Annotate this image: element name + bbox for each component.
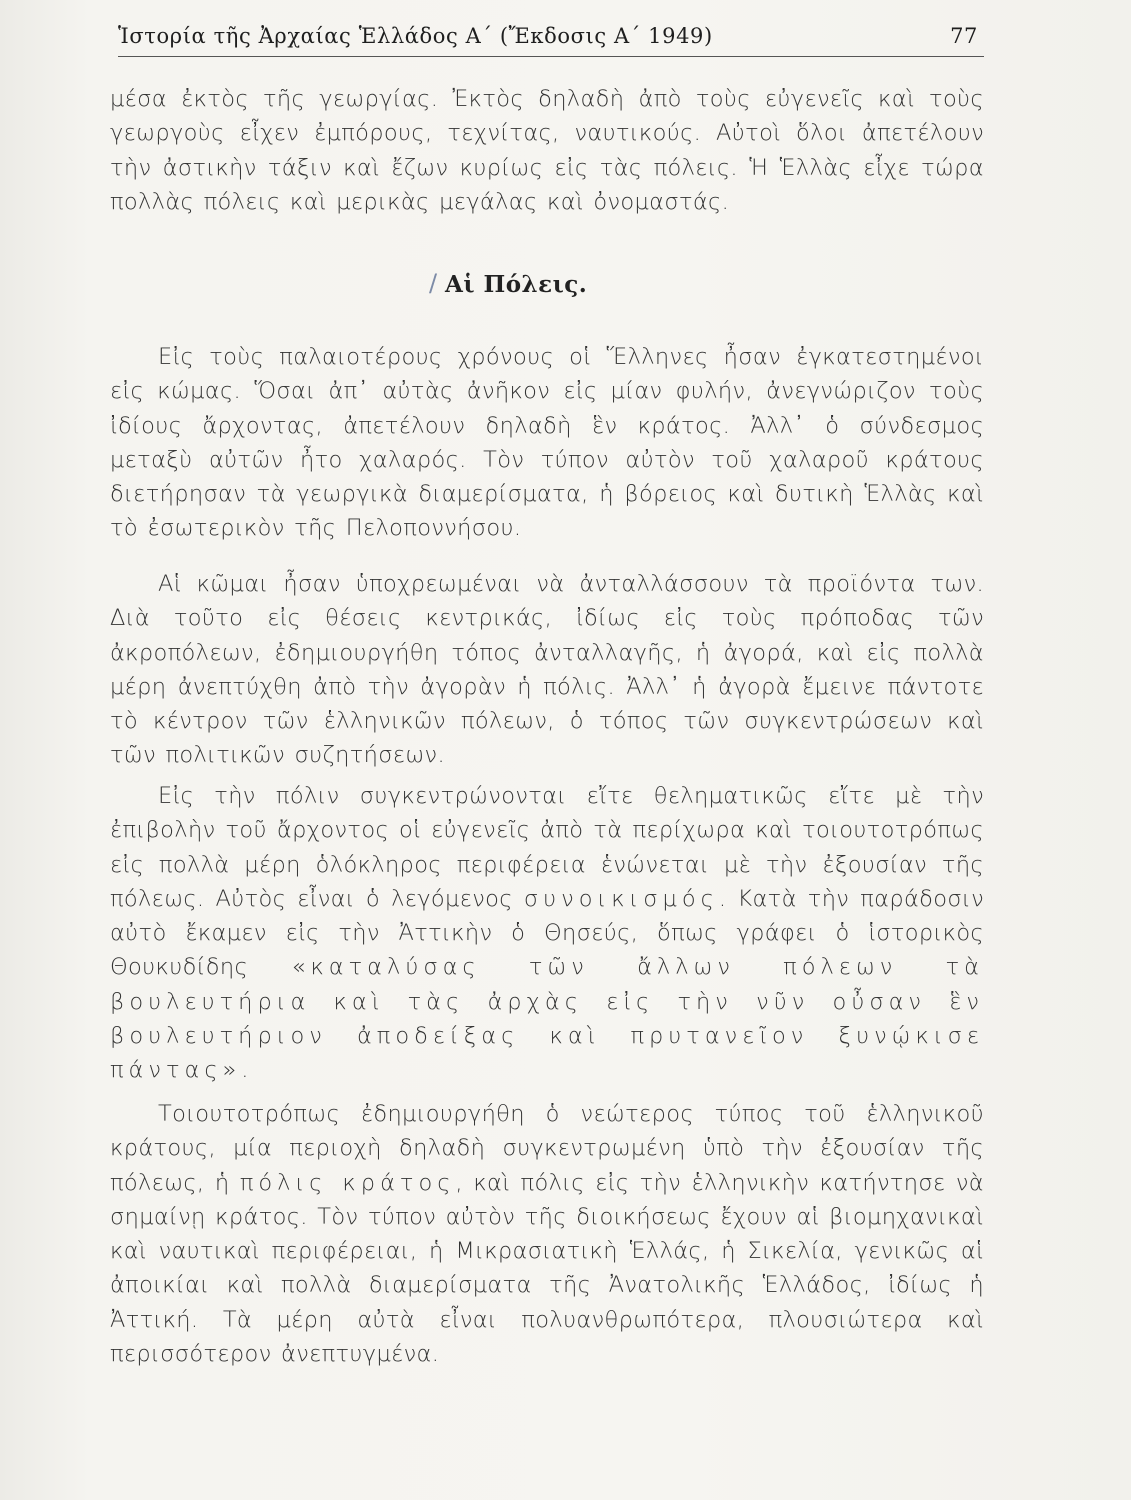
paragraph-4 bbox=[110, 779, 984, 1088]
paragraph-4-text-b: . Κατὰ τὴν παράδοσιν αὐτὸ ἔκαμεν εἰς τὴν Ἀττικὴν ὁ Θησεύς, ὅπως γράφει ὁ ἱστορικὸς Θουκυδίδης bbox=[110, 885, 984, 981]
paragraph-2: Εἰς τοὺς παλαιοτέρους χρόνους οἱ Ἕλληνες ἦσαν ἐγκατεστημένοι εἰς κώμας. Ὅσαι ἀπ᾽ αὐτὰς ἀνῆκον εἰς μίαν φυλήν, ἀνεγνώριζον τοὺς ἰδίους ἄρχοντας, ἀπετέλουν δηλαδὴ ἓν κράτος. Ἀλλ᾽ ὁ σύνδεσμος μεταξὺ αὐτῶν ἦτο χαλαρός. Τὸν τύπον αὐτὸν τοῦ χαλαροῦ κράτους διετήρησαν τὰ γεωργικὰ διαμερίσματα, ἡ βόρειος καὶ δυτικὴ Ἑλλὰς καὶ τὸ ἐσωτερικὸν τῆς Πελοποννήσου. bbox=[110, 344, 984, 542]
paragraph-1: μέσα ἐκτὸς τῆς γεωργίας. Ἐκτὸς δηλαδὴ ἀπὸ τοὺς εὐγενεῖς καὶ τοὺς γεωργοὺς εἶχεν ἐμπόρους, τεχνίτας, ναυτικούς. Αὐτοὶ ὅλοι ἀπετέλουν τὴν ἀστικὴν τάξιν καὶ ἔζων κυρίως εἰς τὰς πόλεις. Ἡ Ἑλλὰς εἶχε τώρα πολλὰς πόλεις καὶ μερικὰς μεγάλας καὶ ὀνομαστάς. bbox=[110, 86, 984, 215]
paragraph-3: Αἱ κῶμαι ἦσαν ὑποχρεωμέναι νὰ ἀνταλλάσσουν τὰ προϊόντα των. Διὰ τοῦτο εἰς θέσεις κεντρικάς, ἰδίως εἰς τοὺς πρόποδας τῶν ἀκροπόλεων, ἐδημιουργήθη τόπος ἀνταλλαγῆς, ἡ ἀγορά, καὶ εἰς πολλὰ μέρη ἀνεπτύχθη ἀπὸ τὴν ἀγορὰν ἡ πόλις. Ἀλλ᾽ ἡ ἀγορὰ ἔμεινε πάντοτε τὸ κέντρον τῶν ἑλληνικῶν πόλεων, ὁ τόπος τῶν συγκεντρώσεων καὶ τῶν πολιτικῶν συζητήσεων. bbox=[110, 571, 984, 769]
paragraph-5-text-b: , καὶ πόλις εἰς τὴν ἑλληνικὴν κατήντησε νὰ σημαίνῃ κράτος. Τὸν τύπον αὐτὸν τῆς διοικήσεως ἔχουν αἱ βιομηχανικαὶ καὶ ναυτικαὶ περιφέρειαι, ἡ Μικρασιατικὴ Ἑλλάς, ἡ Σικελία, γενικῶς αἱ ἀποικίαι καὶ πολλὰ διαμερίσματα τῆς Ἀνατολικῆς Ἑλλάδος, ἰδίως ἡ Ἀττική. Τὰ μέρη αὐτὰ εἶναι πολυανθρωπότερα, πλουσιώτερα καὶ περισσότερον ἀνεπτυγμένα. bbox=[110, 1169, 984, 1368]
section-heading: Αἱ Πόλεις. bbox=[445, 271, 588, 298]
margin-check-mark: / bbox=[429, 269, 438, 297]
paragraph-5-text-a: Τοιουτοτρόπως ἐδημιουργήθη ὁ νεώτερος τύπος τοῦ ἑλληνικοῦ κράτους, μία περιοχὴ δηλαδὴ συγκεντρωμένη ὑπὸ τὴν ἐξουσίαν τῆς πόλεως, ἡ bbox=[110, 1101, 984, 1196]
term-synoikismos: συνοικισμός bbox=[523, 885, 719, 912]
term-polis-kratos: πόλις κράτος bbox=[239, 1169, 456, 1196]
book-title: Ἱστορία τῆς Ἀρχαίας Ἑλλάδος Α΄ (Ἔκδοσις Α΄ 1949) bbox=[118, 24, 713, 48]
running-head bbox=[118, 22, 984, 57]
section-heading-block bbox=[429, 268, 588, 302]
paragraph-4-text-a: Εἰς τὴν πόλιν συγκεντρώνονται εἴτε θεληματικῶς εἴτε μὲ τὴν ἐπιβολὴν τοῦ ἄρχοντος οἱ εὐγενεῖς ἀπὸ τὰ περίχωρα καὶ τοιουτοτρόπως εἰς πολλὰ μέρη ὁλόκληρος περιφέρεια ἑνώνεται μὲ τὴν ἐξουσίαν τῆς πόλεως. Αὐτὸς εἶναι ὁ λεγόμενος bbox=[110, 783, 984, 912]
thucydides-quote: «καταλύσας τῶν ἄλλων πόλεων τὰ βουλευτήρια καὶ τὰς ἀρχὰς εἰς τὴν νῦν οὖσαν ἓν βουλευτήριον ἀποδείξας καὶ πρυτανεῖον ξυνῴκισε πάντας». bbox=[110, 954, 984, 1084]
page-number: 77 bbox=[950, 24, 978, 48]
paragraph-5 bbox=[110, 1097, 984, 1371]
